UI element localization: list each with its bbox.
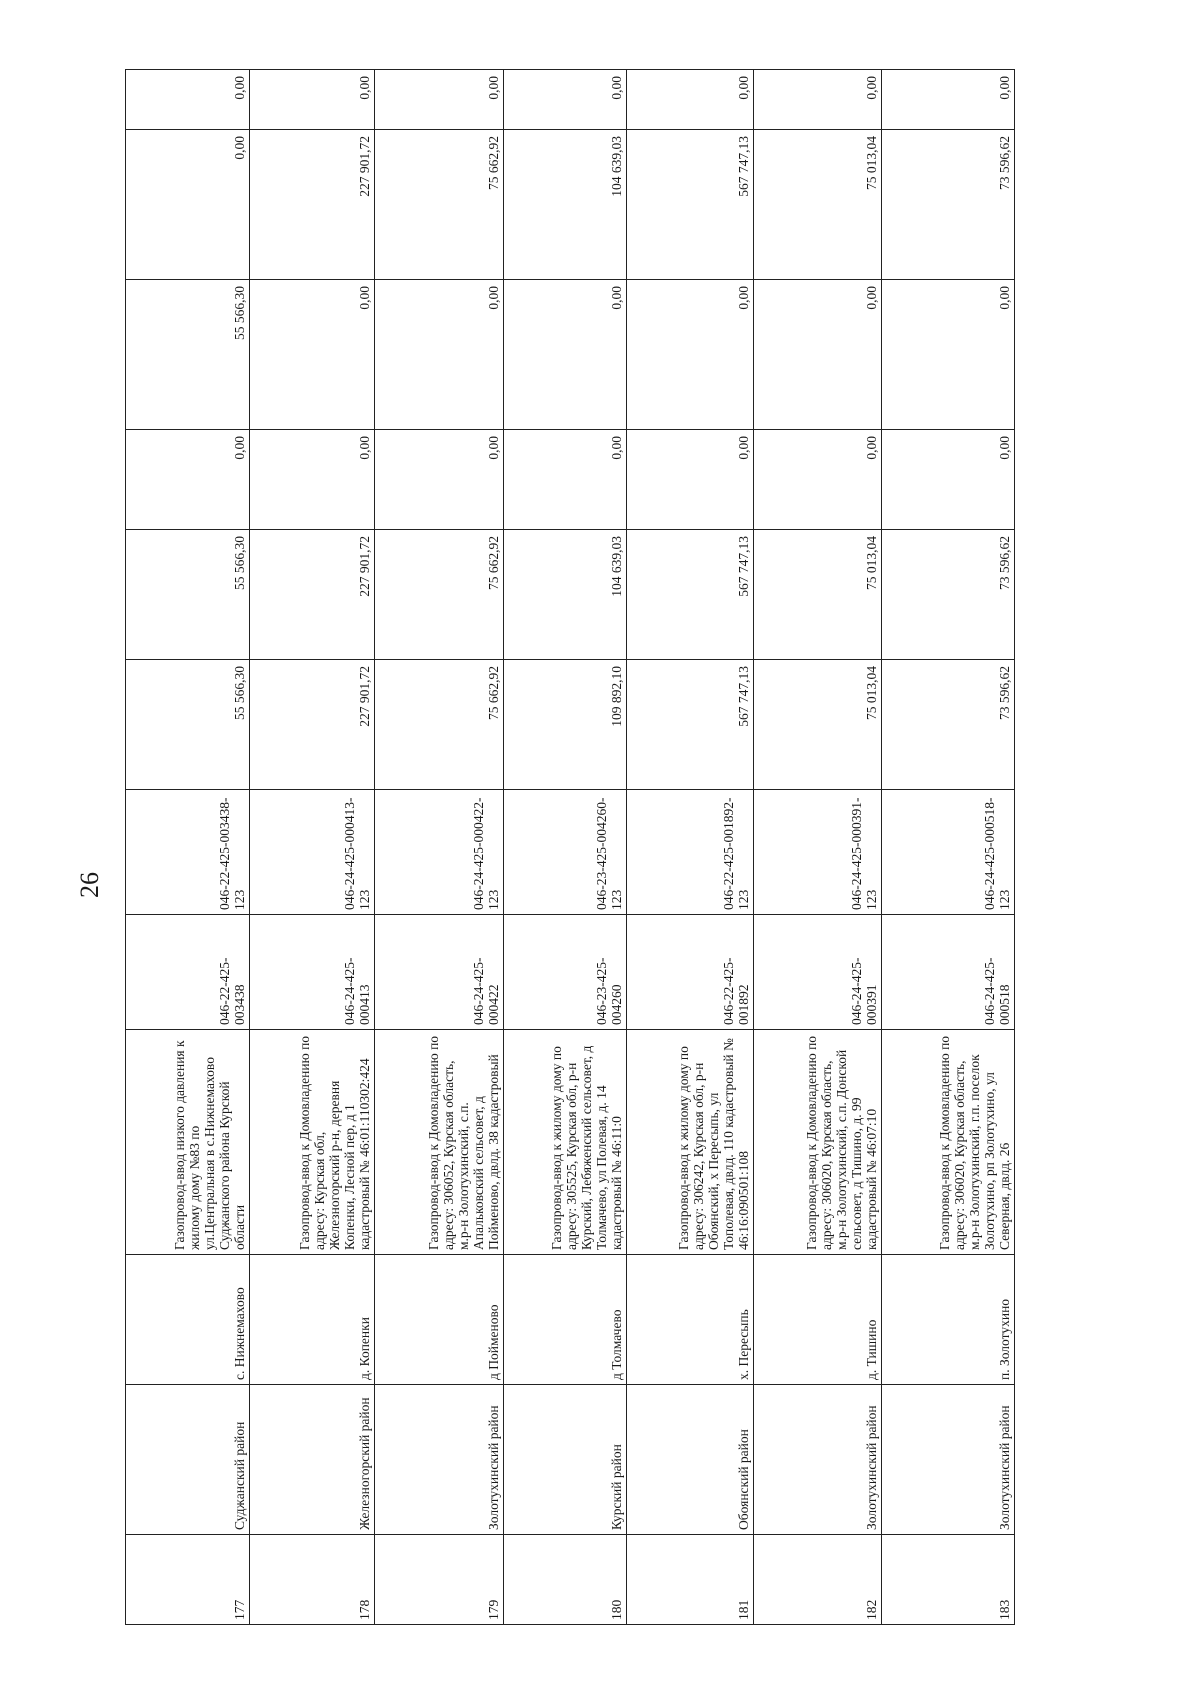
cell-value-2: 567 747,13 <box>626 530 754 660</box>
cell-no: 182 <box>754 1535 882 1625</box>
cell-value-6: 0,00 <box>249 70 375 130</box>
cell-value-6: 0,00 <box>375 70 504 130</box>
cell-code: 046-22-425-001892 <box>626 915 754 1030</box>
cell-locality: д Толмачево <box>504 1255 627 1385</box>
cell-code: 046-24-425-000518 <box>882 915 1015 1030</box>
cell-value-2: 227 901,72 <box>249 530 375 660</box>
cell-no: 180 <box>504 1535 627 1625</box>
table-row <box>882 70 1015 1625</box>
cell-object: Газопровод-ввод к Домовладению по адресу: 306020, Курская область, м.р-н Золотухинский, г.п. поселок Золотухино, рп Золотухино, ул Северная, двлд. 26 <box>882 1030 1015 1255</box>
cell-value-2: 104 639,03 <box>504 530 627 660</box>
cell-value-5: 567 747,13 <box>626 130 754 280</box>
cell-value-4: 0,00 <box>754 280 882 430</box>
cell-district: Золотухинский район <box>882 1385 1015 1535</box>
cell-district: Суджанский район <box>126 1385 250 1535</box>
cell-value-1: 75 662,92 <box>375 660 504 790</box>
cell-locality: д. Тишино <box>754 1255 882 1385</box>
cell-district: Железногорский район <box>249 1385 375 1535</box>
cell-value-1: 109 892,10 <box>504 660 627 790</box>
cell-value-3: 0,00 <box>754 430 882 530</box>
cell-value-3: 0,00 <box>375 430 504 530</box>
cell-code-full: 046-22-425-001892-123 <box>626 790 754 915</box>
table-row <box>626 70 754 1625</box>
cell-code: 046-24-425-000413 <box>249 915 375 1030</box>
cell-value-4: 55 566,30 <box>126 280 250 430</box>
cell-object: Газопровод-ввод к Домовладению по адресу: 306052, Курская область, м.р-н Золотухинский, с.п. Апальковский сельсовет, д Пойменово, двлд. 38 кадастровый <box>375 1030 504 1255</box>
cell-code-full: 046-24-425-000391-123 <box>754 790 882 915</box>
cell-district: Обоянский район <box>626 1385 754 1535</box>
cell-value-5: 75 662,92 <box>375 130 504 280</box>
cell-value-3: 0,00 <box>882 430 1015 530</box>
cell-value-4: 0,00 <box>375 280 504 430</box>
cell-no: 183 <box>882 1535 1015 1625</box>
cell-locality: д Пойменово <box>375 1255 504 1385</box>
page-number: 26 <box>75 872 104 898</box>
table-body <box>126 70 1015 1625</box>
cell-value-2: 75 013,04 <box>754 530 882 660</box>
table-row <box>754 70 882 1625</box>
cell-no: 179 <box>375 1535 504 1625</box>
cell-value-1: 55 566,30 <box>126 660 250 790</box>
table-row <box>504 70 627 1625</box>
cell-code: 046-24-425-000422 <box>375 915 504 1030</box>
cell-value-3: 0,00 <box>504 430 627 530</box>
cell-value-4: 0,00 <box>626 280 754 430</box>
cell-code-full: 046-24-425-000422-123 <box>375 790 504 915</box>
cell-value-4: 0,00 <box>882 280 1015 430</box>
cell-value-6: 0,00 <box>626 70 754 130</box>
cell-value-5: 73 596,62 <box>882 130 1015 280</box>
cell-locality: д. Копенки <box>249 1255 375 1385</box>
cell-code-full: 046-22-425-003438-123 <box>126 790 250 915</box>
cell-object: Газопровод-ввод к жилому дому по адресу: 305525, Курская обл, р-н Курский, Лебяженский сельсовет, д Толмачево, ул Полевая, д. 14 кадастровый № 46:11:0 <box>504 1030 627 1255</box>
cell-value-4: 0,00 <box>504 280 627 430</box>
cell-code: 046-24-425-000391 <box>754 915 882 1030</box>
cell-value-2: 73 596,62 <box>882 530 1015 660</box>
cell-value-1: 227 901,72 <box>249 660 375 790</box>
cell-code: 046-23-425-004260 <box>504 915 627 1030</box>
cell-value-5: 0,00 <box>126 130 250 280</box>
cell-object: Газопровод-ввод к жилому дому по адресу: 306242, Курская обл, р-н Обоянский, х Пересыпь, ул Тополевая, двлд. 110 кадастровый № 46:16:090501:108 <box>626 1030 754 1255</box>
cell-code-full: 046-24-425-000518-123 <box>882 790 1015 915</box>
cell-no: 181 <box>626 1535 754 1625</box>
cell-locality: п. Золотухино <box>882 1255 1015 1385</box>
cell-value-2: 75 662,92 <box>375 530 504 660</box>
cell-value-6: 0,00 <box>754 70 882 130</box>
cell-value-2: 55 566,30 <box>126 530 250 660</box>
cell-object: Газопровод-ввод к Домовладению по адресу: 306020, Курская область, м.р-н Золотухинский, с.п. Донской сельсовет, д Тишино, д. 99 кадастровый № 46:07:10 <box>754 1030 882 1255</box>
cell-value-4: 0,00 <box>249 280 375 430</box>
cell-locality: х. Пересыпь <box>626 1255 754 1385</box>
cell-value-5: 227 901,72 <box>249 130 375 280</box>
document-table-rotated <box>125 70 1015 1625</box>
cell-district: Золотухинский район <box>754 1385 882 1535</box>
gas-pipeline-table <box>125 69 1015 1625</box>
cell-value-6: 0,00 <box>126 70 250 130</box>
cell-object: Газопровод-ввод к Домовладению по адресу: Курская обл, Железногорский р-н, деревня Копенки, Лесной пер, д 1 кадастровый № 46:01:110302:424 <box>249 1030 375 1255</box>
cell-value-5: 75 013,04 <box>754 130 882 280</box>
cell-value-1: 73 596,62 <box>882 660 1015 790</box>
table-row <box>249 70 375 1625</box>
cell-value-1: 567 747,13 <box>626 660 754 790</box>
cell-value-3: 0,00 <box>249 430 375 530</box>
cell-value-1: 75 013,04 <box>754 660 882 790</box>
cell-district: Золотухинский район <box>375 1385 504 1535</box>
cell-value-6: 0,00 <box>504 70 627 130</box>
cell-no: 177 <box>126 1535 250 1625</box>
cell-value-3: 0,00 <box>626 430 754 530</box>
cell-no: 178 <box>249 1535 375 1625</box>
cell-code: 046-22-425-003438 <box>126 915 250 1030</box>
cell-code-full: 046-24-425-000413-123 <box>249 790 375 915</box>
table-row <box>375 70 504 1625</box>
cell-value-5: 104 639,03 <box>504 130 627 280</box>
cell-value-3: 0,00 <box>126 430 250 530</box>
cell-value-6: 0,00 <box>882 70 1015 130</box>
cell-locality: с. Нижнемахово <box>126 1255 250 1385</box>
table-row <box>126 70 250 1625</box>
cell-code-full: 046-23-425-004260-123 <box>504 790 627 915</box>
cell-district: Курский район <box>504 1385 627 1535</box>
cell-object: Газопровод-ввод низкого давления к жилому дому №83 по ул.Центральная в с.Нижнемахово Суджанского района Курской области <box>126 1030 250 1255</box>
